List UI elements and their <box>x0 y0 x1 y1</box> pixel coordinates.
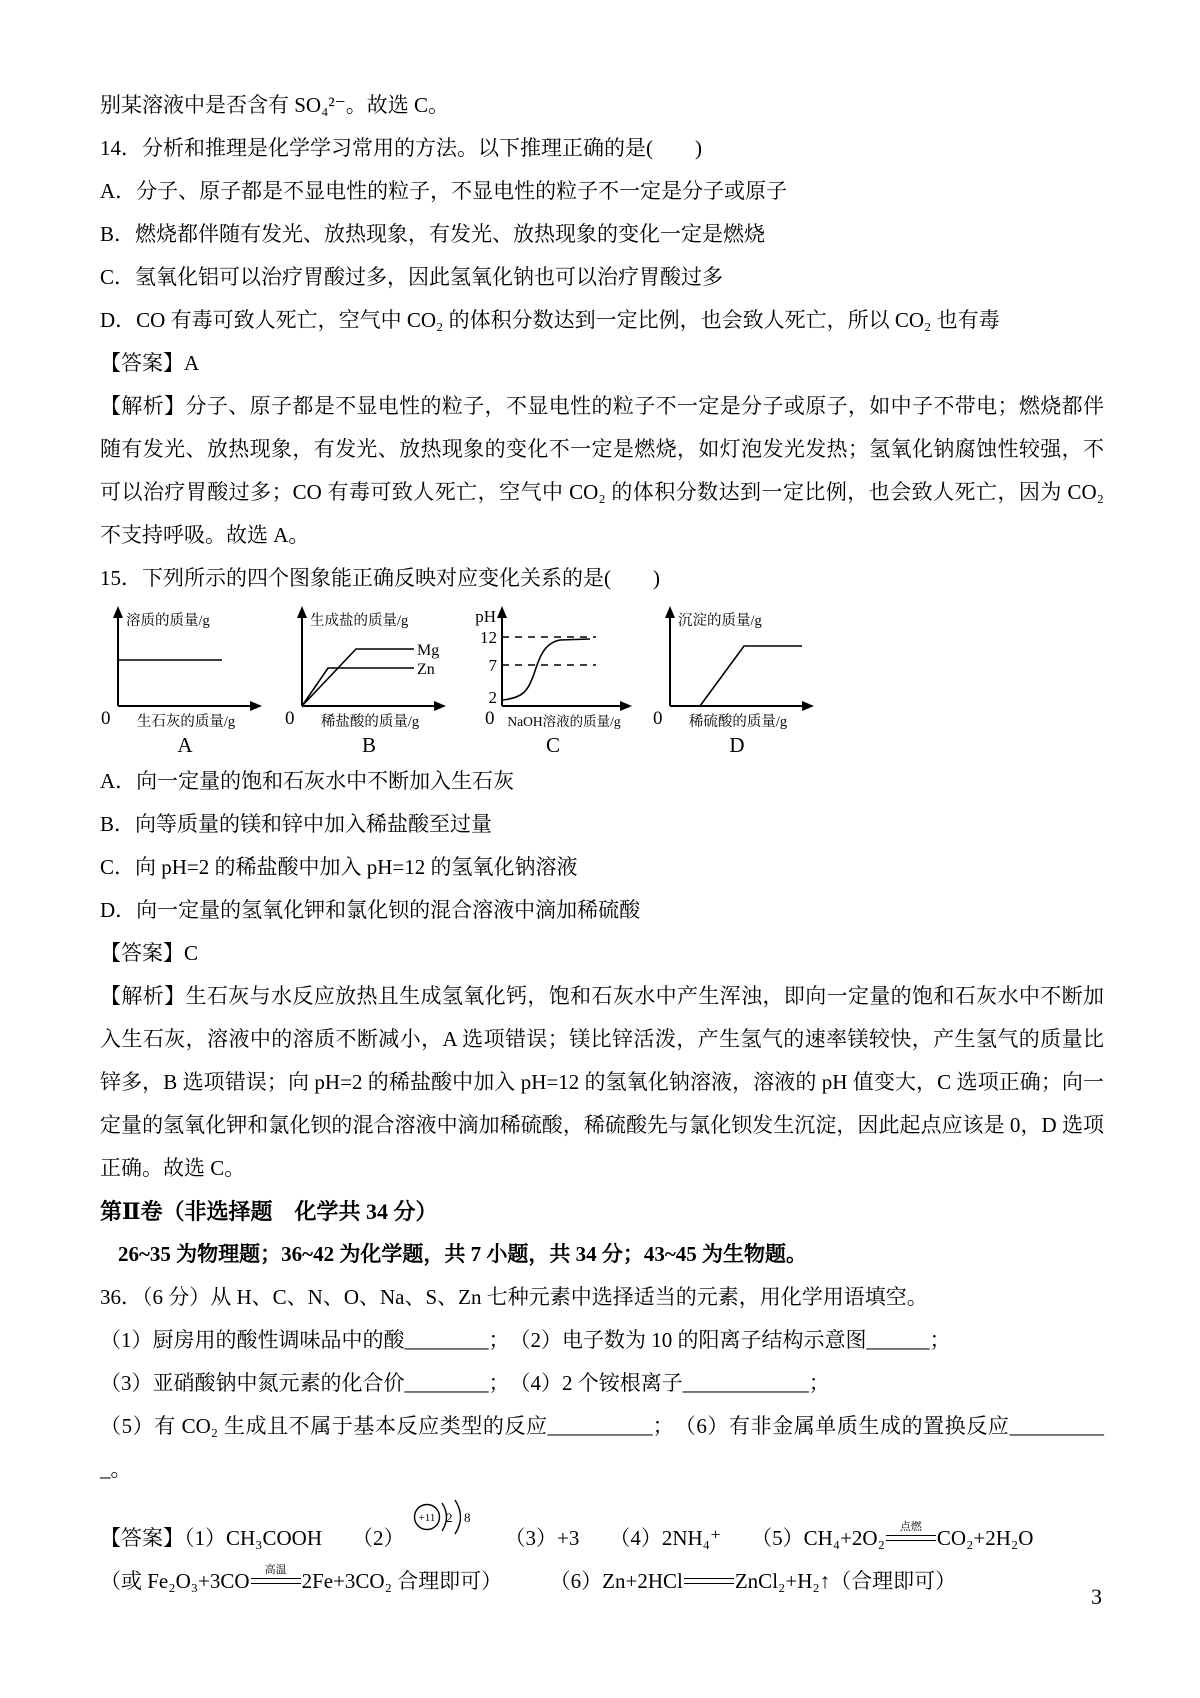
graph-d-letter: D <box>729 733 745 757</box>
q15-answer-label: 【答案】 <box>100 941 184 965</box>
q15-analysis-text: 生石灰与水反应放热且生成氢氧化钙，饱和石灰水中产生浑浊，即向一定量的饱和石灰水中不断加入生石灰，溶液中的溶质不断减小，A 选项错误；镁比锌活泼，产生氢气的速率镁较快，产生氢气的质量比锌多，B 选项错误；向 pH=2 的稀盐酸中加入 pH=12 的氢氧化钠溶液，溶液的 pH 值变大，C 选项正确；向一定量的氢氧化钾和氯化钡的混合溶液中滴加稀硫酸，稀硫酸先与氯化钡发生沉淀，因此起点应该是 0，D 选项正确。故选 C。 <box>100 984 1105 1180</box>
graph-b-ylabel: 生成盐的质量/g <box>310 613 409 629</box>
equation-ch4-right: CO₂+2H₂O <box>936 1526 1034 1550</box>
q36-blanks-line1: （1）厨房用的酸性调味品中的酸________； （2）电子数为 10 的阳离子结构示意图______； <box>100 1328 951 1352</box>
q36-answer-label: 【答案】 <box>100 1526 184 1550</box>
double-line-icon <box>251 1578 301 1584</box>
graph-b <box>280 602 458 760</box>
q36-answer-2 <box>352 1510 475 1550</box>
q14-analysis <box>100 385 1104 557</box>
graph-a-plot <box>96 602 274 730</box>
q15-answer-value: C <box>184 941 199 965</box>
q14-option-b: B．燃烧都伴随有发光、放热现象，有发光、放热现象的变化一定是燃烧 <box>100 222 766 246</box>
q15-analysis <box>100 975 1104 1190</box>
q15-stem: 15．下列所示的四个图象能正确反映对应变化关系的是( ) <box>100 566 660 590</box>
carryover-text: 别某溶液中是否含有 SO₄²⁻。故选 C。 <box>100 93 450 117</box>
q15-analysis-label: 【解析】 <box>100 984 186 1008</box>
graph-c-plot <box>464 602 642 730</box>
q14-analysis-text: 分子、原子都是不显电性的粒子，不显电性的粒子不一定是分子或原子，如中子不带电；燃烧都伴随有发光、放热现象，有发光、放热现象的变化不一定是燃烧，如灯泡发光发热；氢氧化钠腐蚀性较强，不可以治疗胃酸过多；CO 有毒可致人死亡，空气中 CO₂ 的体积分数达到一定比例，也会致人死亡，因为 CO₂ 不支持呼吸。故选 A。 <box>100 394 1105 547</box>
equals-with-condition <box>886 1521 936 1541</box>
q36-answer-5 <box>751 1521 1034 1550</box>
q36-answer-6-num: （6） <box>560 1569 603 1593</box>
double-line-icon <box>886 1535 936 1541</box>
graph-b-plot <box>280 602 458 730</box>
graph-d <box>648 602 826 760</box>
section2-note: 26~35 为物理题；36~42 为化学题，共 7 小题，共 34 分；43~45 为生物题。 <box>118 1242 808 1266</box>
q36-answer-4: （4）2NH₄⁺ <box>609 1526 722 1550</box>
q14-analysis-label: 【解析】 <box>100 394 186 418</box>
graph-c-tick-7: 7 <box>488 656 497 675</box>
graph-b-letter: B <box>361 733 376 757</box>
graph-c-tick-2: 2 <box>488 688 497 707</box>
graph-b-xlabel: 稀盐酸的质量/g <box>320 714 420 730</box>
graph-a-ylabel: 溶质的质量/g <box>126 613 210 629</box>
q15-graphs <box>96 602 1104 760</box>
graph-c-origin: 0 <box>485 708 495 729</box>
q36-answer-3: （3）+3 <box>504 1526 580 1550</box>
graph-a-origin: 0 <box>101 708 111 729</box>
equation-condition-gaowen: 高温 <box>264 1564 287 1576</box>
q36-stem: 36．（6 分）从 H、C、N、O、Na、S、Zn 七种元素中选择适当的元素，用化学用语填空。 <box>100 1285 928 1309</box>
equals-with-condition <box>251 1564 301 1584</box>
q36-answer-5-num: （5） <box>751 1526 804 1550</box>
q36-answer-1: （1）CH₃COOH <box>184 1526 322 1550</box>
equation-condition-dianran: 点燃 <box>899 1521 922 1533</box>
q15-answer <box>100 932 1104 975</box>
q14-answer-label: 【答案】 <box>100 351 184 375</box>
graph-c-tick-12: 12 <box>480 628 497 647</box>
page-number: 3 <box>1091 1584 1102 1609</box>
q14-answer <box>100 342 1104 385</box>
q36-answer-2-num: （2） <box>352 1526 405 1550</box>
ion-structure-diagram <box>409 1491 475 1543</box>
equation-zn-right: ZnCl₂+H₂↑（合理即可） <box>734 1569 957 1593</box>
q14-stem: 14．分析和推理是化学学习常用的方法。以下推理正确的是( ) <box>100 136 702 160</box>
graph-c-letter: C <box>545 733 560 757</box>
graph-d-origin: 0 <box>653 708 663 729</box>
graph-a-letter: A <box>177 733 193 757</box>
q36-blanks-line2: （3）亚硝酸钠中氮元素的化合价________； （4）2 个铵根离子____________； <box>100 1371 830 1395</box>
q14-option-d: D．CO 有毒可致人死亡，空气中 CO₂ 的体积分数达到一定比例，也会致人死亡，所以 CO₂ 也有毒 <box>100 308 1000 332</box>
q36-answer-alt-right: 2Fe+3CO₂ 合理即可） <box>301 1569 503 1593</box>
ion-shell1-count: 2 <box>445 1510 452 1525</box>
ion-shell2-count: 8 <box>463 1510 470 1525</box>
q15-option-c: C．向 pH=2 的稀盐酸中加入 pH=12 的氢氧化钠溶液 <box>100 855 578 879</box>
ion-nucleus-charge: +11 <box>418 1512 435 1524</box>
graph-d-ylabel: 沉淀的质量/g <box>678 613 762 629</box>
q36-blanks-line3: （5）有 CO₂ 生成且不属于基本反应类型的反应__________； （6）有非金属单质生成的置换反应__________。 <box>100 1414 1104 1481</box>
graph-a <box>96 602 274 760</box>
graph-b-origin: 0 <box>285 708 295 729</box>
equation-zn-left: Zn+2HCl <box>602 1569 683 1593</box>
graph-b-series-mg: Mg <box>417 642 440 659</box>
equals-sign <box>684 1578 734 1584</box>
q14-option-c: C．氢氧化铝可以治疗胃酸过多，因此氢氧化钠也可以治疗胃酸过多 <box>100 265 724 289</box>
q15-option-a: A．向一定量的饱和石灰水中不断加入生石灰 <box>100 769 515 793</box>
section2-title: 第Ⅱ卷（非选择题 化学共 34 分） <box>100 1199 438 1224</box>
q15-option-d: D．向一定量的氢氧化钾和氯化钡的混合溶液中滴加稀硫酸 <box>100 898 641 922</box>
graph-c <box>464 602 642 760</box>
graph-a-xlabel: 生石灰的质量/g <box>136 714 236 730</box>
q36-answer-6 <box>560 1569 956 1593</box>
q14-answer-value: A <box>184 351 200 375</box>
graph-c-ylabel: pH <box>475 607 496 626</box>
q15-option-b: B．向等质量的镁和锌中加入稀盐酸至过量 <box>100 812 493 836</box>
q36-answer-line1 <box>100 1491 1104 1560</box>
graph-b-series-zn: Zn <box>417 661 435 678</box>
q36-answer-line2 <box>100 1560 1104 1603</box>
equation-ch4-left: CH₄+2O₂ <box>803 1526 885 1550</box>
double-line-icon <box>684 1578 734 1584</box>
q36-answer-alt-left: （或 Fe₂O₃+3CO <box>100 1569 250 1593</box>
q14-option-a: A．分子、原子都是不显电性的粒子，不显电性的粒子不一定是分子或原子 <box>100 179 788 203</box>
graph-c-xlabel: NaOH溶液的质量/g <box>507 714 621 729</box>
graph-d-plot <box>648 602 826 730</box>
graph-d-xlabel: 稀硫酸的质量/g <box>688 714 788 730</box>
